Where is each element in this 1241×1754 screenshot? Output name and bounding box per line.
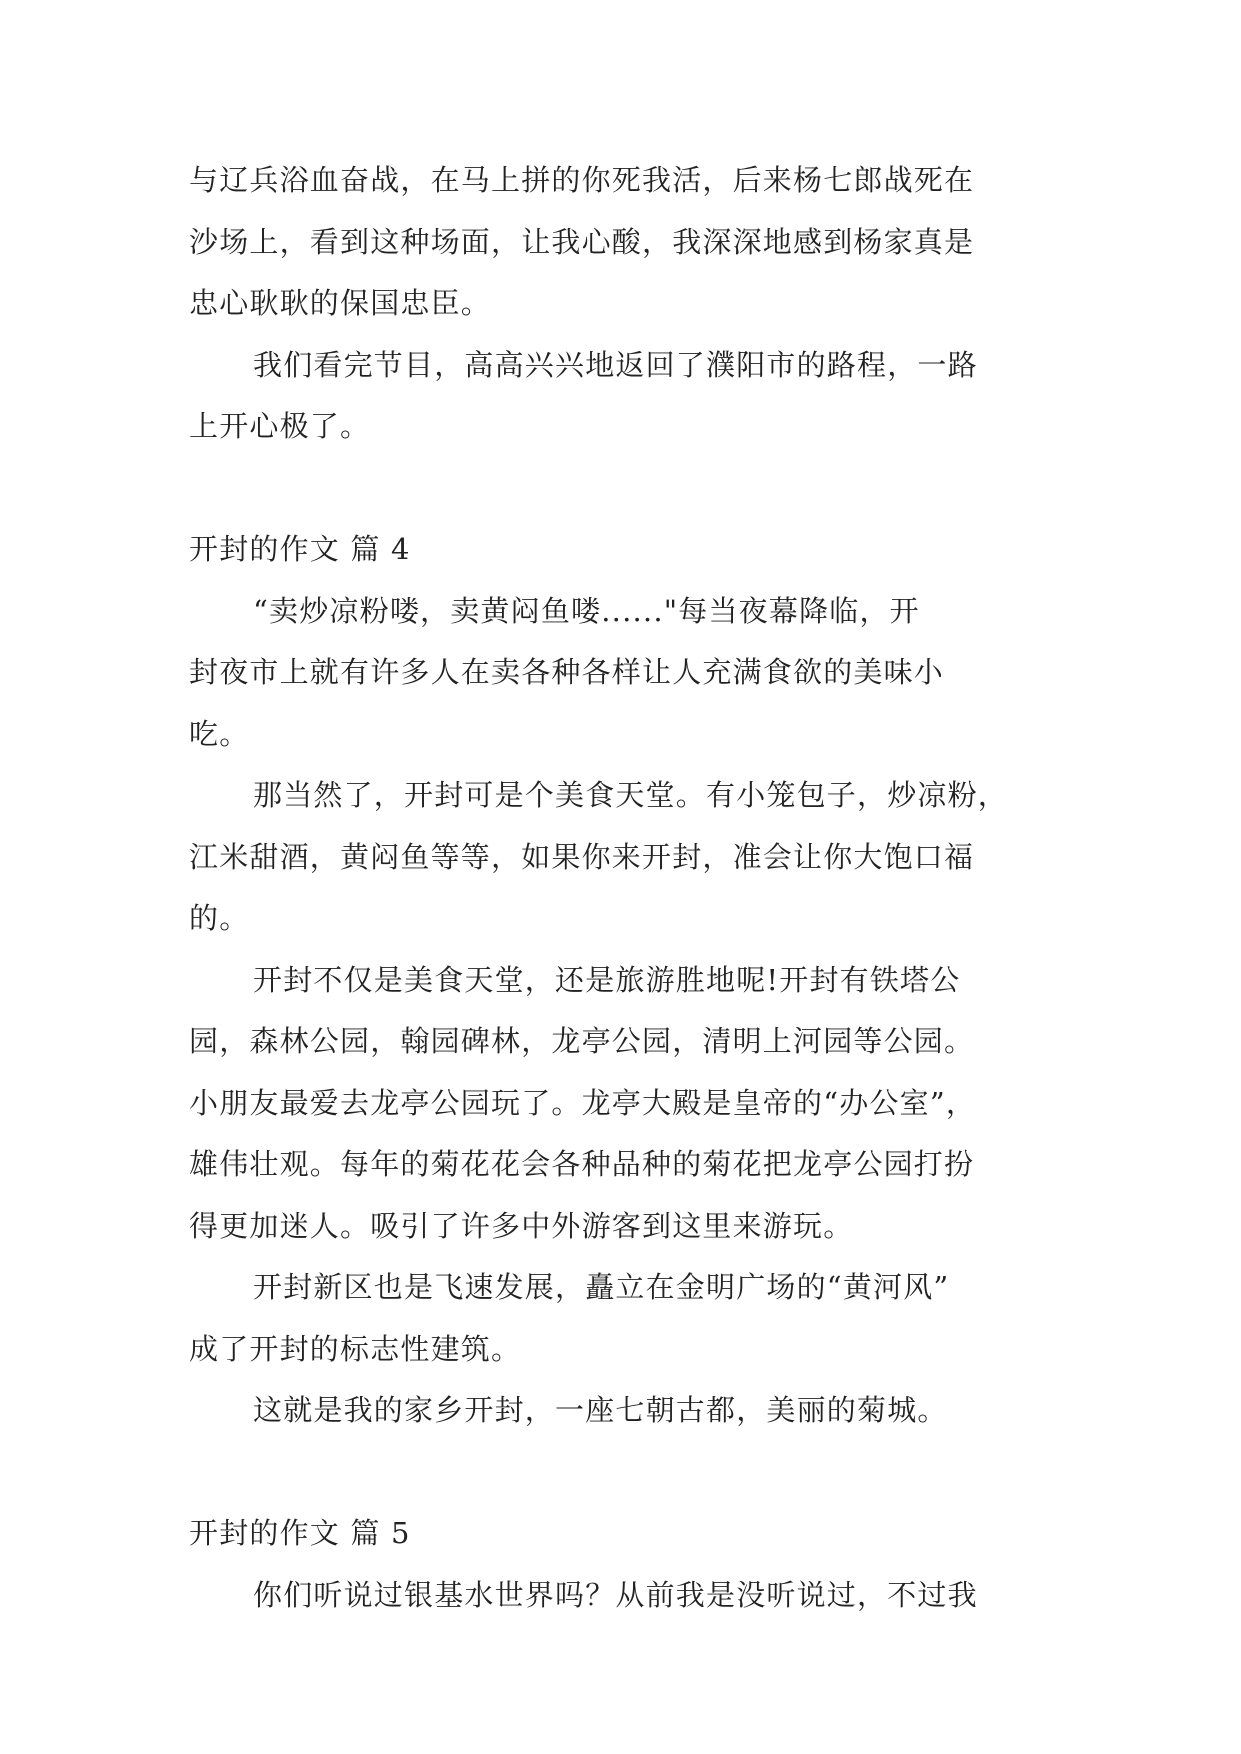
- text-line: 园，森林公园，翰园碑林，龙亭公园，清明上河园等公园。: [189, 1024, 975, 1058]
- text-line: 江米甜酒，黄闷鱼等等，如果你来开封，准会让你大饱口福: [189, 839, 975, 874]
- section-gap: [189, 458, 1049, 520]
- text-line: 忠心耿耿的保国忠臣。: [189, 286, 492, 320]
- text-line: 雄伟壮观。每年的菊花花会各种品种的菊花把龙亭公园打扮: [189, 1147, 975, 1181]
- text-line: 开封新区也是飞速发展，矗立在金明广场的“黄河风”: [253, 1270, 950, 1304]
- text-line: 那当然了，开封可是个美食天堂。有小笼包子，炒凉粉，: [253, 778, 1009, 812]
- text-line: 与辽兵浴血奋战，在马上拼的你死我活，后来杨七郎战死在: [189, 163, 975, 197]
- paragraph: [189, 335, 1049, 458]
- text-line: 这就是我的家乡开封，一座七朝古都，美丽的菊城。: [253, 1393, 948, 1427]
- section-heading: 开封的作文 篇 4: [189, 532, 411, 566]
- text-line: 得更加迷人。吸引了许多中外游客到这里来游玩。: [189, 1208, 854, 1243]
- text-line: “卖炒凉粉喽，卖黄闷鱼喽......"每当夜幕降临，开: [253, 593, 920, 628]
- section-heading: 开封的作文 篇 5: [189, 1516, 411, 1550]
- paragraph: [189, 581, 1049, 766]
- text-line: 沙场上，看到这种场面，让我心酸，我深深地感到杨家真是: [189, 224, 975, 259]
- document-page: [189, 150, 1049, 1626]
- text-line: 的。: [189, 901, 250, 935]
- section-gap: [189, 1442, 1049, 1504]
- text-line: 成了开封的标志性建筑。: [189, 1331, 522, 1366]
- paragraph: [189, 765, 1049, 950]
- paragraph: [189, 1257, 1049, 1380]
- paragraph: [189, 1380, 1049, 1442]
- paragraph: [189, 1565, 1049, 1627]
- paragraph: [189, 150, 1049, 335]
- text-line: 我们看完节目，高高兴兴地返回了濮阳市的路程，一路: [253, 347, 978, 382]
- text-line: 开封不仅是美食天堂，还是旅游胜地呢!开封有铁塔公: [253, 962, 961, 997]
- text-line: 封夜市上就有许多人在卖各种各样让人充满食欲的美味小: [189, 655, 945, 689]
- text-line: 小朋友最爱去龙亭公园玩了。龙亭大殿是皇帝的“办公室”，: [189, 1085, 977, 1120]
- text-line: 上开心极了。: [189, 409, 371, 443]
- text-line: 吃。: [189, 716, 250, 751]
- text-line: 你们听说过银基水世界吗？从前我是没听说过，不过我: [253, 1577, 978, 1612]
- paragraph: [189, 950, 1049, 1258]
